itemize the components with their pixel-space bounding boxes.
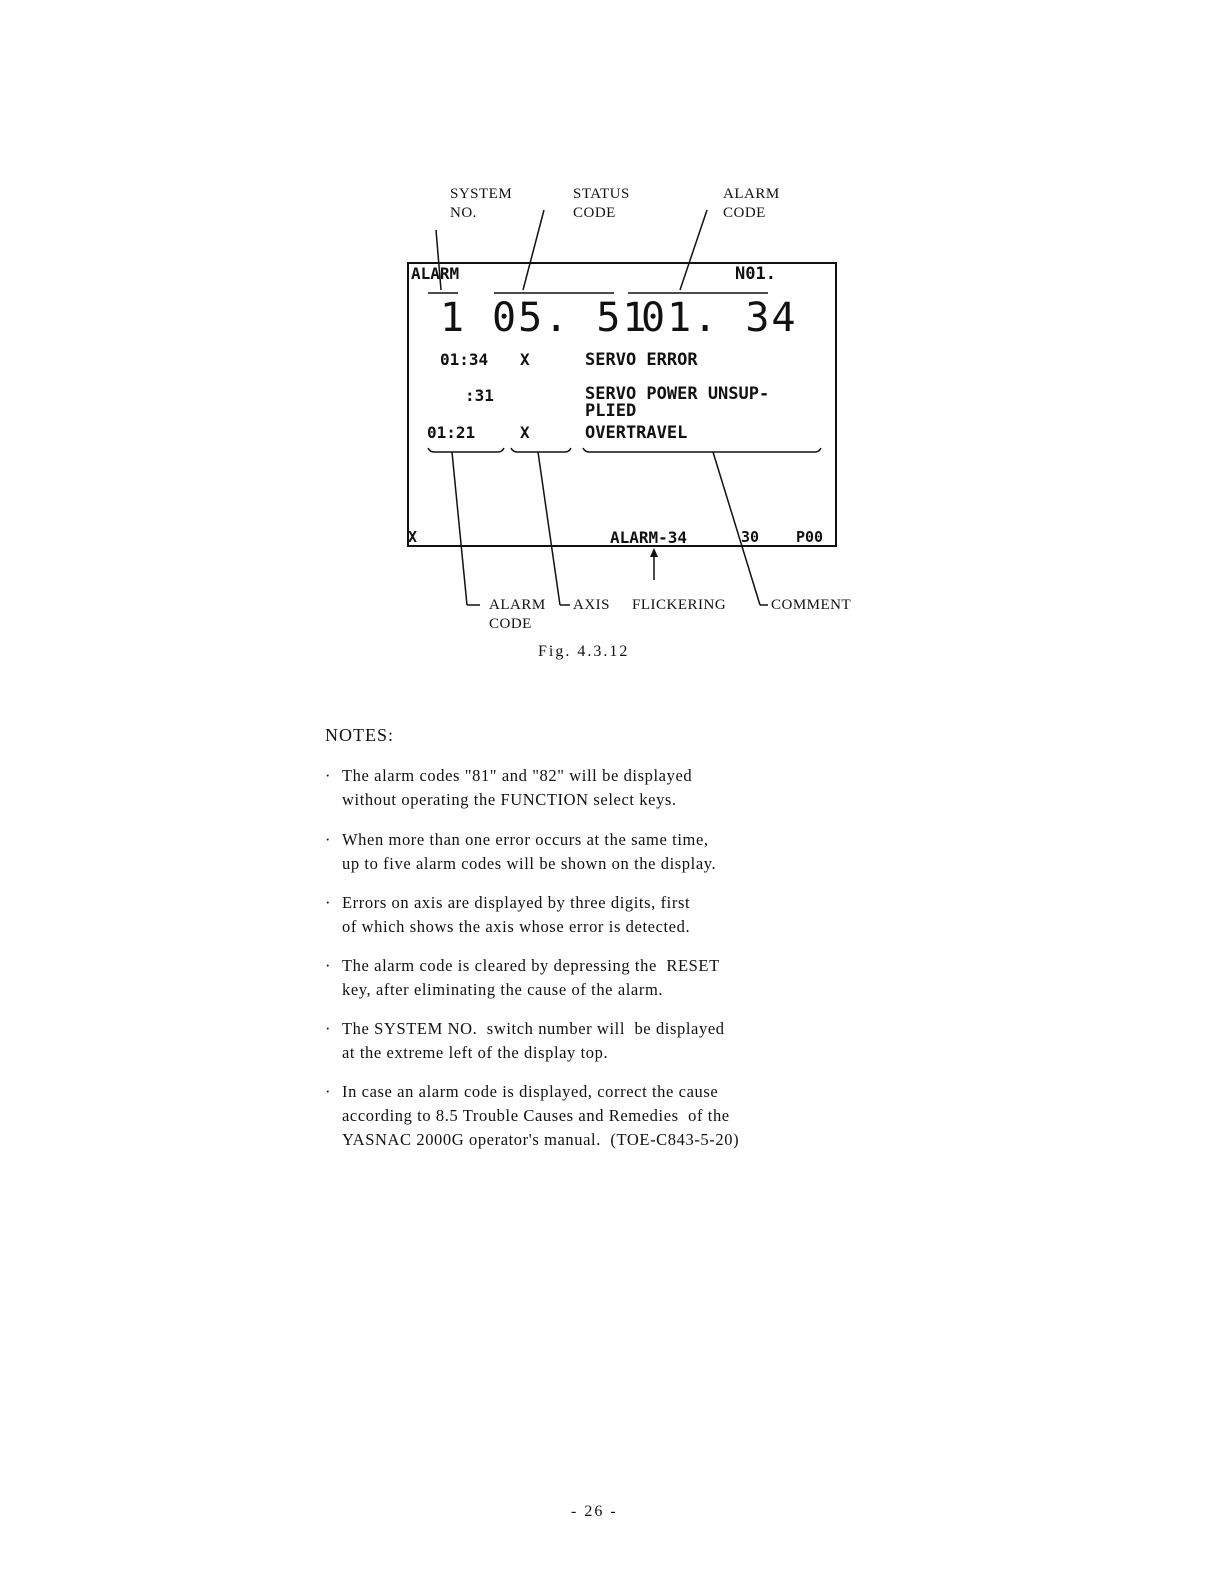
callout-alarm-code-bottom: ALARM CODE [489,597,546,632]
callout-system-no: SYSTEM NO. [450,186,513,221]
callout-flickering: FLICKERING [632,597,727,613]
figure-caption: Fig. 4.3.12 [538,643,630,660]
row-1-comment: SERVO ERROR [585,350,698,370]
notes-heading: NOTES: [325,725,394,745]
bullet-icon: · [325,1019,332,1038]
row-1-axis: X [520,350,530,369]
system-no-value: 1 [440,295,467,341]
row-3-axis: X [520,423,530,442]
callout-comment: COMMENT [771,597,852,613]
row-2-code: :31 [465,386,494,405]
note-item: · The alarm codes "81" and "82" will be displayed without operating the FUNCTION select keys. [325,766,693,809]
row-3-code: 01:21 [427,423,476,442]
status-code-value: 05. 51 [492,295,649,341]
alarm-code-value: 01. 34 [641,295,798,341]
screen-number: N01. [735,264,776,284]
bullet-icon: · [325,1082,332,1101]
page-number: - 26 - [571,1503,618,1520]
bullet-icon: · [325,893,332,912]
status-prog: P00 [796,528,824,546]
status-num: 30 [741,528,760,546]
status-flicker: ALARM-34 [610,528,688,547]
note-item: · In case an alarm code is displayed, correct the cause according to 8.5 Trouble Causes and Remedies of the YASNAC 2000G operator's manual. (TOE-C843-5-20) [325,1082,740,1149]
note-item: · Errors on axis are displayed by three digits, first of which shows the axis whose error is detected. [325,893,691,936]
status-left: X [408,528,418,546]
note-item: · When more than one error occurs at the same time, up to five alarm codes will be shown on the display. [325,830,717,873]
screen-mode-label: ALARM [411,264,460,283]
callout-status-code: STATUS CODE [573,186,630,221]
note-item: · The alarm code is cleared by depressing the RESET key, after eliminating the cause of the alarm. [325,956,720,999]
row-1-code: 01:34 [440,350,489,369]
row-2-comment: SERVO POWER UNSUP- PLIED [585,384,770,421]
callout-alarm-code-top: ALARM CODE [723,186,780,221]
row-3-comment: OVERTRAVEL [585,423,688,443]
bullet-icon: · [325,766,332,785]
bullet-icon: · [325,956,332,975]
bullet-icon: · [325,830,332,849]
note-item: · The SYSTEM NO. switch number will be displayed at the extreme left of the display top. [325,1019,725,1062]
callout-axis: AXIS [573,597,611,613]
